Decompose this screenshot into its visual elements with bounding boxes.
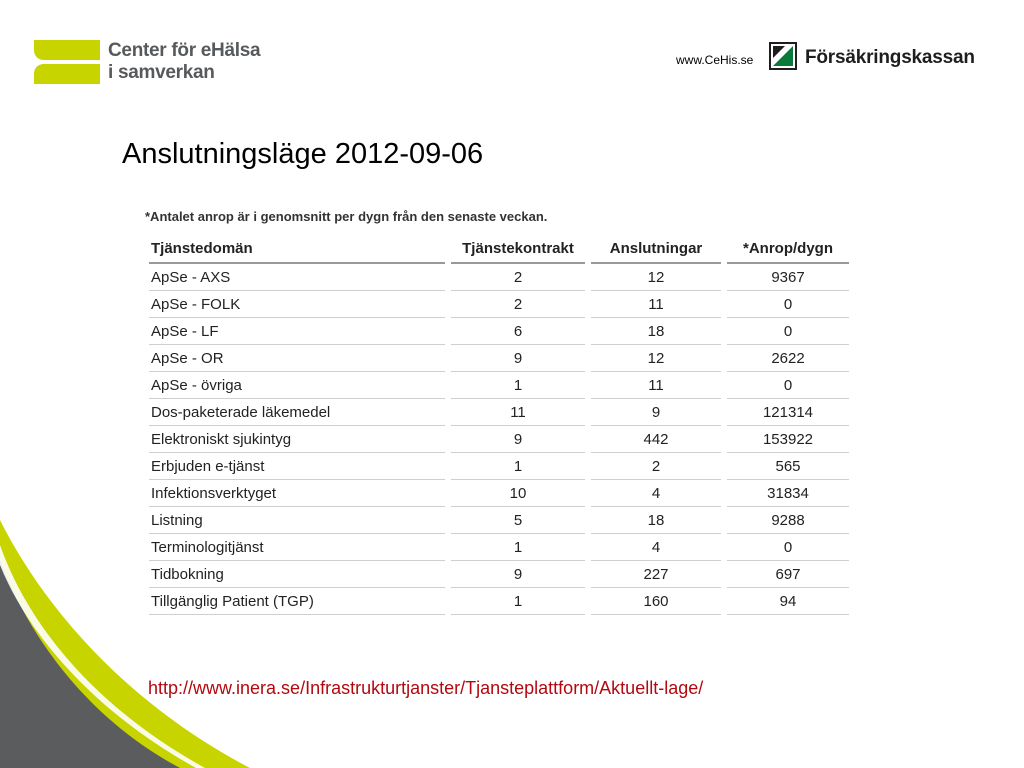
cell-domain: ApSe - övriga bbox=[149, 372, 445, 399]
table-row bbox=[149, 480, 849, 507]
header-anrop-dygn: *Anrop/dygn bbox=[727, 234, 849, 264]
table-row bbox=[149, 426, 849, 453]
cell-contracts: 1 bbox=[451, 534, 585, 561]
cell-calls-per-day: 0 bbox=[727, 534, 849, 561]
cell-connections: 160 bbox=[591, 588, 721, 615]
cell-contracts: 1 bbox=[451, 453, 585, 480]
table-footnote: *Antalet anrop är i genomsnitt per dygn från den senaste veckan. bbox=[145, 209, 548, 224]
cell-contracts: 11 bbox=[451, 399, 585, 426]
cell-domain: Tillgänglig Patient (TGP) bbox=[149, 588, 445, 615]
cell-contracts: 2 bbox=[451, 291, 585, 318]
cell-contracts: 5 bbox=[451, 507, 585, 534]
cell-domain: Elektroniskt sjukintyg bbox=[149, 426, 445, 453]
cell-domain: ApSe - LF bbox=[149, 318, 445, 345]
site-url-link[interactable]: www.CeHis.se bbox=[676, 53, 754, 67]
table-row bbox=[149, 318, 849, 345]
cell-calls-per-day: 31834 bbox=[727, 480, 849, 507]
cell-calls-per-day: 153922 bbox=[727, 426, 849, 453]
cell-connections: 2 bbox=[591, 453, 721, 480]
source-link[interactable]: http://www.inera.se/Infrastrukturtjanster/Tjansteplattform/Aktuellt-lage/ bbox=[148, 678, 704, 698]
cell-calls-per-day: 94 bbox=[727, 588, 849, 615]
cell-contracts: 10 bbox=[451, 480, 585, 507]
cell-contracts: 1 bbox=[451, 588, 585, 615]
cell-connections: 4 bbox=[591, 534, 721, 561]
cell-calls-per-day: 697 bbox=[727, 561, 849, 588]
cell-contracts: 2 bbox=[451, 264, 585, 291]
cell-calls-per-day: 121314 bbox=[727, 399, 849, 426]
cehis-logo-line1: Center för eHälsa bbox=[108, 40, 261, 61]
cell-domain: Erbjuden e-tjänst bbox=[149, 453, 445, 480]
cell-domain: Infektionsverktyget bbox=[149, 480, 445, 507]
cell-contracts: 6 bbox=[451, 318, 585, 345]
cell-connections: 9 bbox=[591, 399, 721, 426]
cell-domain: ApSe - AXS bbox=[149, 264, 445, 291]
cell-connections: 227 bbox=[591, 561, 721, 588]
connection-status-table bbox=[143, 234, 855, 615]
cell-domain: Tidbokning bbox=[149, 561, 445, 588]
cell-contracts: 9 bbox=[451, 345, 585, 372]
cehis-logo bbox=[34, 40, 274, 86]
cell-calls-per-day: 0 bbox=[727, 291, 849, 318]
cell-domain: Listning bbox=[149, 507, 445, 534]
table-row bbox=[149, 264, 849, 291]
cell-connections: 442 bbox=[591, 426, 721, 453]
header-tjanstedoman: Tjänstedomän bbox=[149, 234, 445, 264]
cehis-logo-mark-icon bbox=[34, 40, 100, 84]
cell-calls-per-day: 565 bbox=[727, 453, 849, 480]
table-row bbox=[149, 372, 849, 399]
table-row bbox=[149, 561, 849, 588]
cell-domain: ApSe - OR bbox=[149, 345, 445, 372]
cell-connections: 12 bbox=[591, 345, 721, 372]
table-row bbox=[149, 453, 849, 480]
cell-calls-per-day: 9288 bbox=[727, 507, 849, 534]
table-row bbox=[149, 291, 849, 318]
cell-connections: 18 bbox=[591, 318, 721, 345]
cell-calls-per-day: 9367 bbox=[727, 264, 849, 291]
cell-connections: 11 bbox=[591, 372, 721, 399]
cell-connections: 4 bbox=[591, 480, 721, 507]
slide-title: Anslutningsläge 2012-09-06 bbox=[122, 138, 484, 170]
forsakringskassan-logo bbox=[769, 42, 999, 72]
cell-connections: 12 bbox=[591, 264, 721, 291]
cell-calls-per-day: 0 bbox=[727, 372, 849, 399]
cell-contracts: 9 bbox=[451, 561, 585, 588]
table-row bbox=[149, 345, 849, 372]
table-header-row bbox=[149, 234, 849, 264]
forsakringskassan-name: Försäkringskassan bbox=[805, 47, 975, 68]
header-tjanstekontrakt: Tjänstekontrakt bbox=[451, 234, 585, 264]
cell-domain: Terminologitjänst bbox=[149, 534, 445, 561]
table-row bbox=[149, 588, 849, 615]
cell-calls-per-day: 2622 bbox=[727, 345, 849, 372]
cell-domain: Dos-paketerade läkemedel bbox=[149, 399, 445, 426]
forsakringskassan-mark-icon bbox=[769, 42, 797, 70]
header-anslutningar: Anslutningar bbox=[591, 234, 721, 264]
cell-contracts: 9 bbox=[451, 426, 585, 453]
cell-contracts: 1 bbox=[451, 372, 585, 399]
cehis-logo-line2: i samverkan bbox=[108, 62, 215, 83]
table-row bbox=[149, 399, 849, 426]
cell-calls-per-day: 0 bbox=[727, 318, 849, 345]
cell-connections: 18 bbox=[591, 507, 721, 534]
cell-domain: ApSe - FOLK bbox=[149, 291, 445, 318]
cell-connections: 11 bbox=[591, 291, 721, 318]
table-row bbox=[149, 507, 849, 534]
table-row bbox=[149, 534, 849, 561]
